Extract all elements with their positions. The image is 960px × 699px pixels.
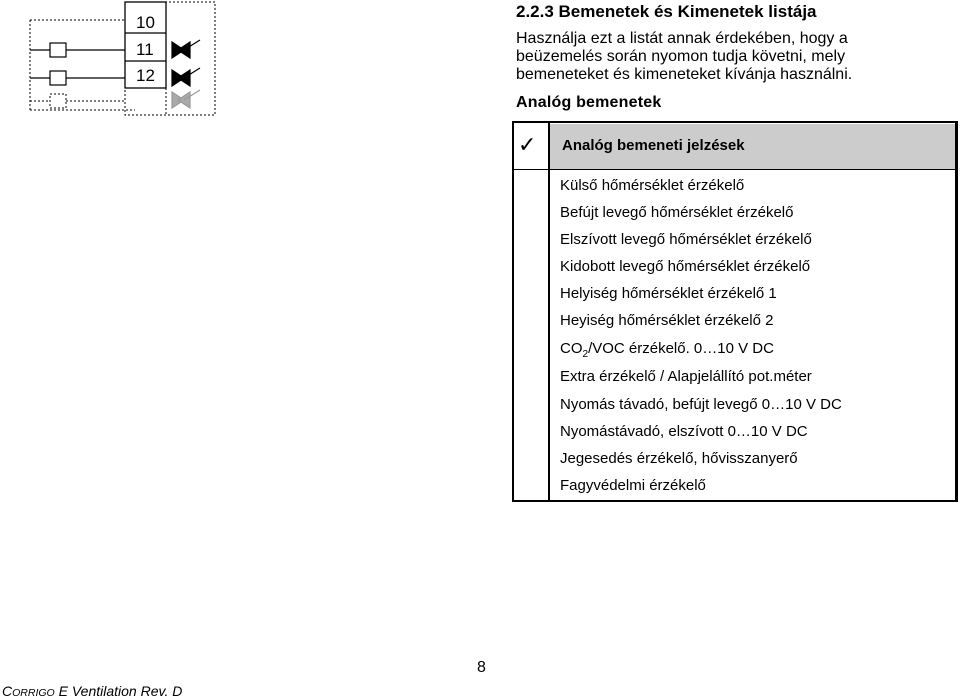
table-row: Heyiség hőmérséklet érzékelő 2 — [560, 312, 774, 329]
terminal-10: 10 — [136, 13, 155, 32]
table-row: Kidobott levegő hőmérséklet érzékelő — [560, 258, 811, 275]
check-mark-icon: ✓ — [518, 132, 537, 157]
intro-line-1: Használja ezt a listát annak érdekében, hogy a — [516, 30, 848, 47]
terminal-11: 11 — [136, 40, 154, 59]
section-title: Analóg bemenetek — [516, 94, 662, 111]
terminal-12: 12 — [136, 66, 155, 85]
table-row: Jegesedés érzékelő, hővisszanyerő — [560, 450, 798, 467]
page-title: 2.2.3 Bemenetek és Kimenetek listája — [516, 2, 817, 21]
table-row: Fagyvédelmi érzékelő — [560, 477, 706, 494]
intro-line-2: beüzemelés során nyomon tudja követni, mely — [516, 48, 846, 65]
intro-line-3: bemeneteket és kimeneteket kívánja használni. — [516, 66, 853, 83]
table-header: Analóg bemeneti jelzések — [562, 137, 745, 154]
table-row: Külső hőmérséklet érzékelő — [560, 177, 745, 194]
footer-brand: CORRIGO E Ventilation Rev. D — [2, 683, 183, 699]
page-number: 8 — [477, 659, 486, 676]
table-row: Helyiség hőmérséklet érzékelő 1 — [560, 285, 777, 302]
wiring-diagram-drawing — [0, 0, 240, 120]
table-row: Extra érzékelő / Alapjelállító pot.méter — [560, 368, 812, 385]
table-row: Elszívott levegő hőmérséklet érzékelő — [560, 231, 812, 248]
table-row: Befújt levegő hőmérséklet érzékelő — [560, 204, 794, 221]
table-row: Nyomás távadó, befújt levegő 0…10 V DC — [560, 396, 842, 413]
table-row-co2: $CO_2$/VOC érzékelő. 0…10 V DC — [560, 340, 774, 360]
table-row: Nyomástávadó, elszívott 0…10 V DC — [560, 423, 808, 440]
